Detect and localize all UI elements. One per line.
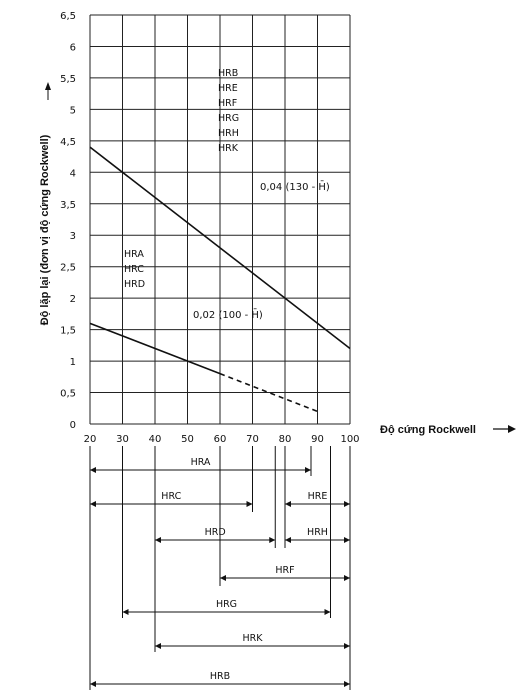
range-label: HRE: [307, 491, 328, 502]
y-axis-label: Độ lặp lại (đơn vị độ cứng Rockwell): [39, 134, 51, 326]
range-arrow-left: [123, 609, 129, 615]
range-arrow-right: [247, 501, 253, 507]
range-arrow-left: [220, 575, 226, 581]
range-arrow-left: [285, 537, 291, 543]
range-label: HRG: [215, 599, 238, 610]
y-tick-label: 2: [69, 294, 76, 306]
group-upper-label: HRB: [218, 68, 239, 79]
y-axis-arrowhead: [45, 82, 51, 90]
group-lower-label: HRA: [124, 249, 144, 260]
range-arrow-right: [344, 537, 350, 543]
range-arrow-left: [90, 501, 96, 507]
group-upper-label: HRH: [218, 128, 239, 139]
x-tick-label: 70: [246, 434, 259, 445]
y-tick-label: 3: [69, 231, 76, 243]
range-arrow-right: [344, 643, 350, 649]
group-lower-label: HRD: [124, 279, 146, 290]
range-label: HRB: [209, 671, 231, 682]
range-label: HRD: [204, 527, 226, 538]
formula-upper-label: 0,04 (130 - H̄): [260, 182, 330, 193]
range-arrow-left: [90, 681, 96, 687]
range-arrow-right: [325, 609, 331, 615]
range-label: HRK: [242, 633, 263, 644]
x-tick-label: 100: [340, 434, 360, 445]
y-tick-label: 5,5: [60, 73, 76, 85]
y-tick-label: 1: [69, 357, 76, 369]
group-upper-label: HRK: [218, 143, 238, 154]
y-tick-label: 6,5: [60, 11, 76, 22]
x-tick-labels: [84, 434, 360, 445]
formula-lower-label: 0,02 (100 - H̄): [193, 310, 263, 321]
range-arrow-left: [155, 537, 161, 543]
y-tick-label: 4: [69, 168, 76, 180]
range-label: HRC: [161, 491, 182, 502]
x-tick-label: 20: [83, 434, 97, 445]
range-arrow-right: [305, 467, 311, 473]
y-tick-label: 0,5: [60, 388, 76, 400]
group-upper-label: HRE: [218, 83, 238, 94]
x-axis-arrowhead: [508, 425, 516, 433]
group-upper-label: HRG: [218, 113, 240, 124]
range-bars: [90, 446, 350, 690]
range-arrow-left: [90, 467, 96, 473]
range-arrow-right: [344, 501, 350, 507]
range-label: HRF: [275, 565, 295, 576]
y-tick-label: 1,5: [60, 325, 76, 337]
group-upper-label: HRF: [218, 98, 238, 109]
range-label: HRH: [307, 527, 328, 538]
range-arrow-right: [344, 575, 350, 581]
group-lower-label: HRC: [124, 264, 144, 275]
x-tick-label: 30: [116, 434, 129, 445]
range-arrow-left: [155, 643, 161, 649]
range-arrow-right: [344, 681, 350, 687]
y-tick-label: 3,5: [60, 199, 76, 211]
x-tick-label: 40: [148, 434, 162, 445]
y-tick-label: 0: [69, 420, 76, 431]
x-tick-label: 80: [278, 434, 292, 445]
x-tick-label: 50: [181, 434, 194, 445]
range-arrow-right: [269, 537, 275, 543]
y-tick-label: 2,5: [60, 262, 76, 274]
x-tick-label: 90: [311, 434, 324, 445]
y-tick-label: 6: [69, 42, 76, 54]
range-arrow-left: [285, 501, 291, 507]
x-axis-label: Độ cứng Rockwell: [380, 424, 476, 436]
x-tick-label: 60: [213, 434, 227, 445]
range-label: HRA: [190, 457, 211, 468]
y-tick-label: 4,5: [60, 136, 76, 148]
y-tick-labels: [60, 11, 76, 431]
y-tick-label: 5: [69, 105, 76, 117]
